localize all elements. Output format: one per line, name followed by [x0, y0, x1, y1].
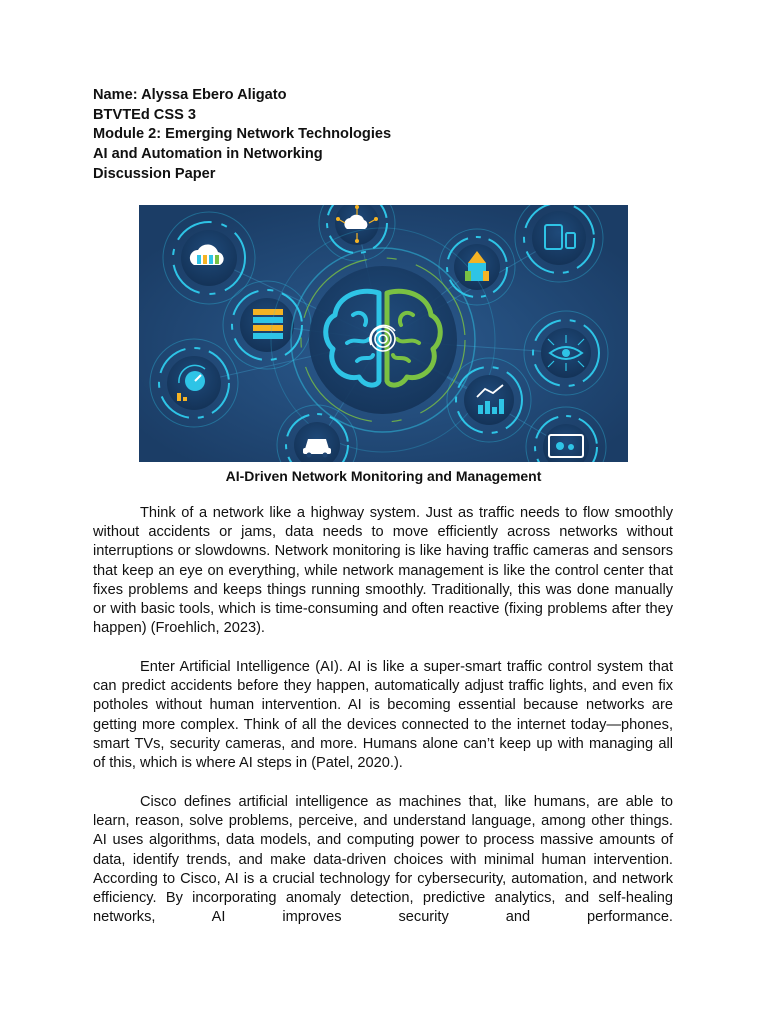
body-paragraph-2: Enter Artificial Intelligence (AI). AI is like a super-smart traffic control system that can predict accidents before they happen, automatically adjust traffic lights, and even fix potholes without human intervention. AI is becoming essential because networks are getting more complex. Think of all the devices connected to the internet today—phones, smart TVs, security cameras, and more. Humans alone can’t keep up with managing all of this, which is where AI steps in (Patel, 2020.). — [93, 659, 673, 772]
module-title: Module 2: Emerging Network Technologies — [93, 126, 392, 143]
header-block — [93, 86, 391, 185]
body-paragraph-3: Cisco defines artificial intelligence as machines that, like humans, are able to learn, reason, solve problems, perceive, and understand language, among other things. AI uses algorithms, data models, and computing power to process massive amounts of data, identify trends, and make data-driven choices with minimal human intervention. According to Cisco, AI is a crucial technology for cybersecurity, automation, and network efficiency. By incorporating anomaly detection, predictive analytics, and self-healing networks, AI improves security and performance. — [93, 794, 673, 926]
body-paragraph-1: Think of a network like a highway system. Just as traffic needs to flow smoothly without accidents or jams, data needs to move efficiently across networks without interruptions or slowdowns. Network monitoring is like having traffic cameras and sensors that keep an eye on everything, while network management is like the control center that fixes problems and keeps things running smoothly. Traditionally, this was done manually or with basic tools, which is time-consuming and often reactive (fixing problems after they happen) (Froehlich, 2023). — [93, 505, 673, 637]
paper-type: Discussion Paper — [93, 165, 216, 182]
author-name: Name: Alyssa Ebero Aligato — [93, 87, 287, 103]
ai-network-illustration — [139, 205, 628, 462]
topic-title: AI and Automation in Networking — [93, 146, 323, 163]
figure-caption: AI-Driven Network Monitoring and Management — [225, 468, 542, 484]
course-code: BTVTEd CSS 3 — [93, 106, 196, 123]
